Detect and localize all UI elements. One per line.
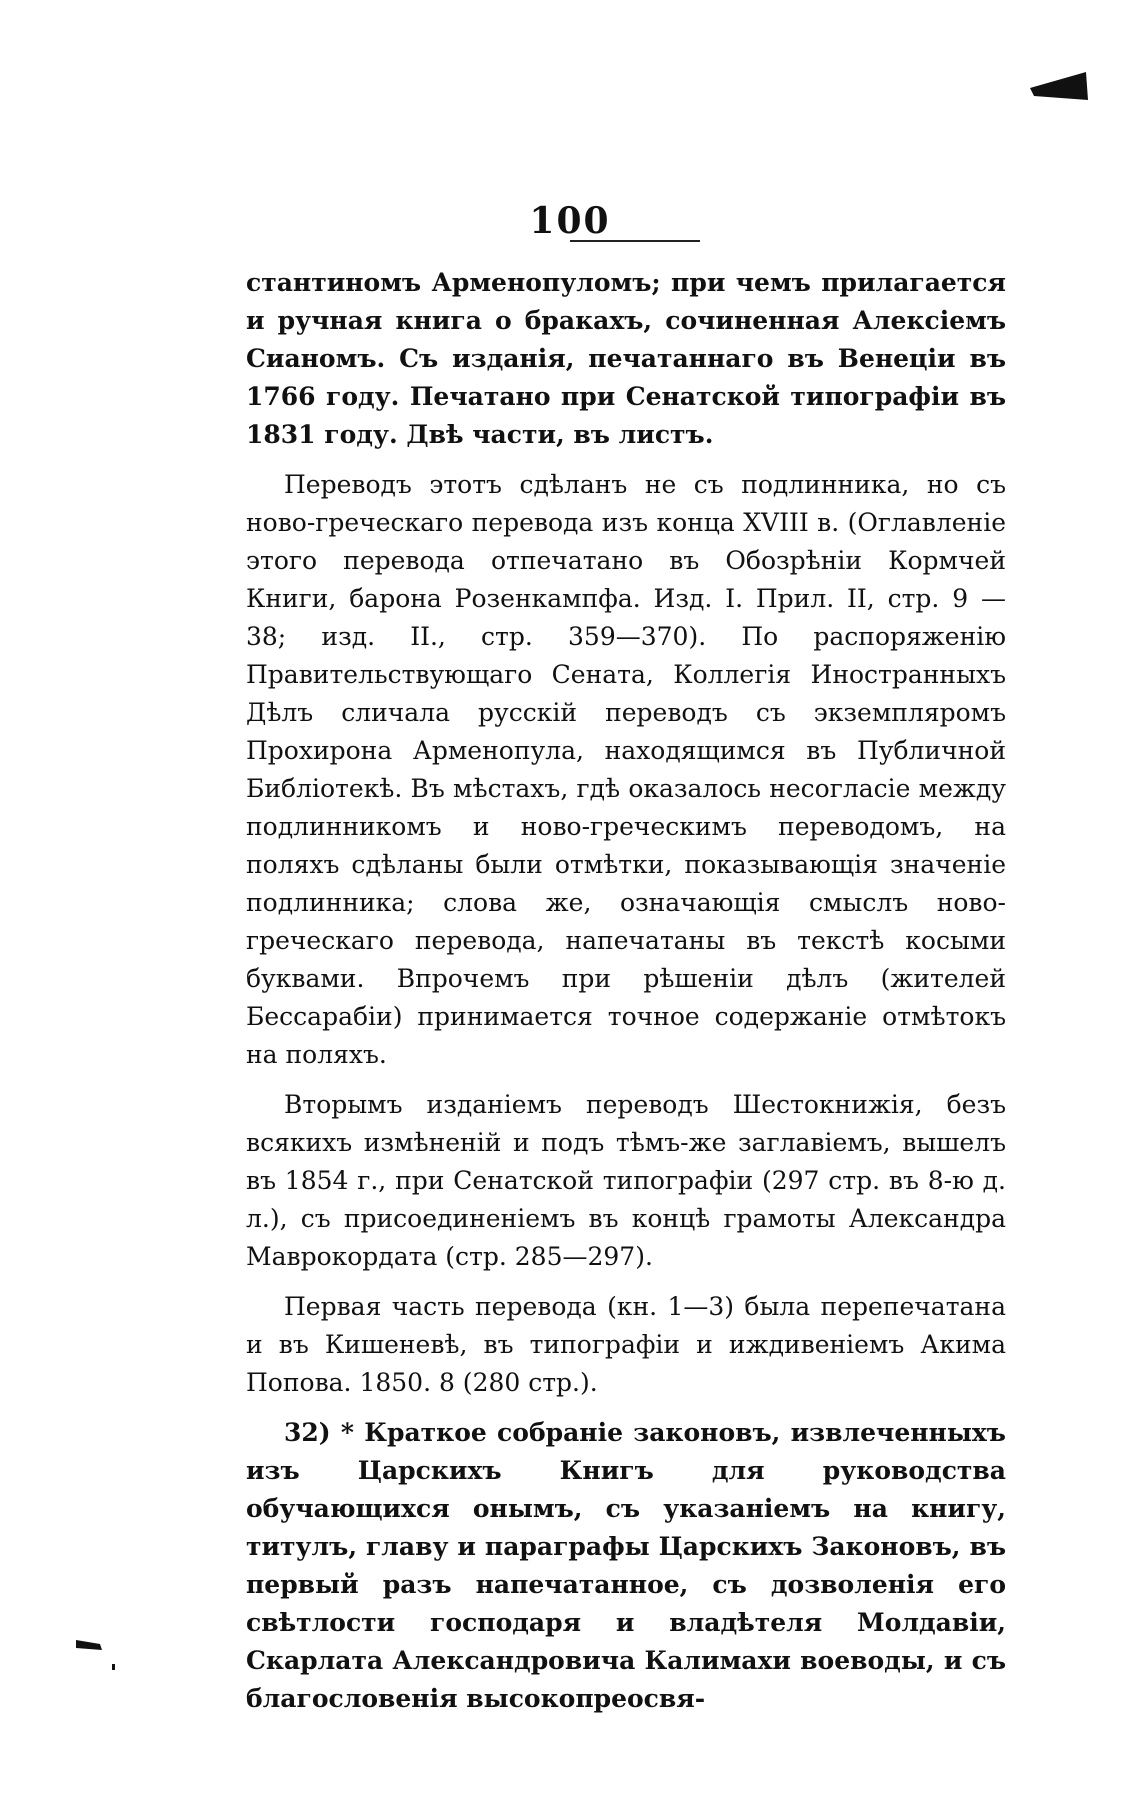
page-number: 100: [529, 200, 611, 242]
header-rule: [570, 240, 700, 242]
paragraph-5: 32) * Краткое собраніе законовъ, извлеченныхъ изъ Царскихъ Книгъ для руководства обучающихся онымъ, съ указаніемъ на книгу, титулъ, главу и параграфы Царскихъ Законовъ, въ первый разъ напечатанное, съ дозволенія его свѣтлости господаря и владѣтеля Молдавіи, Скарлата Александровича Калимахи воеводы, и съ благословенія высокопреосвя-: [246, 1418, 1006, 1713]
page-body-text: [246, 264, 1006, 1730]
paragraph-4: Первая часть перевода (кн. 1—3) была перепечатана и въ Кишеневѣ, въ типографіи и иждивеніемъ Акима Попова. 1850. 8 (280 стр.).: [246, 1292, 1006, 1397]
page-corner-mark: [1030, 66, 1090, 110]
paragraph-3: Вторымъ изданіемъ переводъ Шестокнижія, безъ всякихъ измѣненій и подъ тѣмъ-же заглавіемъ, вышелъ въ 1854 г., при Сенатской типографіи (297 стр. въ 8-ю д. л.), съ присоединеніемъ въ концѣ грамоты Александра Маврокордата (стр. 285—297).: [246, 1090, 1006, 1271]
paragraph-1: стантиномъ Арменопуломъ; при чемъ прилагается и ручная книга о бракахъ, сочиненная Алексіемъ Сианомъ. Съ изданія, печатаннаго въ Венеціи въ 1766 году. Печатано при Сенатской типографіи въ 1831 году. Двѣ части, въ листъ.: [246, 268, 1006, 449]
scan-speck-mark: [76, 1630, 116, 1674]
paragraph-2: Переводъ этотъ сдѣланъ не съ подлинника, но съ ново-греческаго перевода изъ конца XVIII в. (Оглавленіе этого перевода отпечатано въ Обозрѣніи Кормчей Книги, барона Розенкампфа. Изд. I. Прил. II, стр. 9 — 38; изд. II., стр. 359—370). По распоряженію Правительствующаго Сената, Коллегія Иностранныхъ Дѣлъ сличала русскій переводъ съ экземпляромъ Прохирона Арменопула, находящимся въ Публичной Библіотекѣ. Въ мѣстахъ, гдѣ оказалось несогласіе между подлинникомъ и ново-греческимъ переводомъ, на поляхъ сдѣланы были отмѣтки, показывающія значеніе подлинника; слова же, означающія смыслъ ново-греческаго перевода, напечатаны въ текстѣ косыми буквами. Впрочемъ при рѣшеніи дѣлъ (жителей Бессарабіи) принимается точное содержаніе отмѣтокъ на поляхъ.: [246, 470, 1006, 1069]
